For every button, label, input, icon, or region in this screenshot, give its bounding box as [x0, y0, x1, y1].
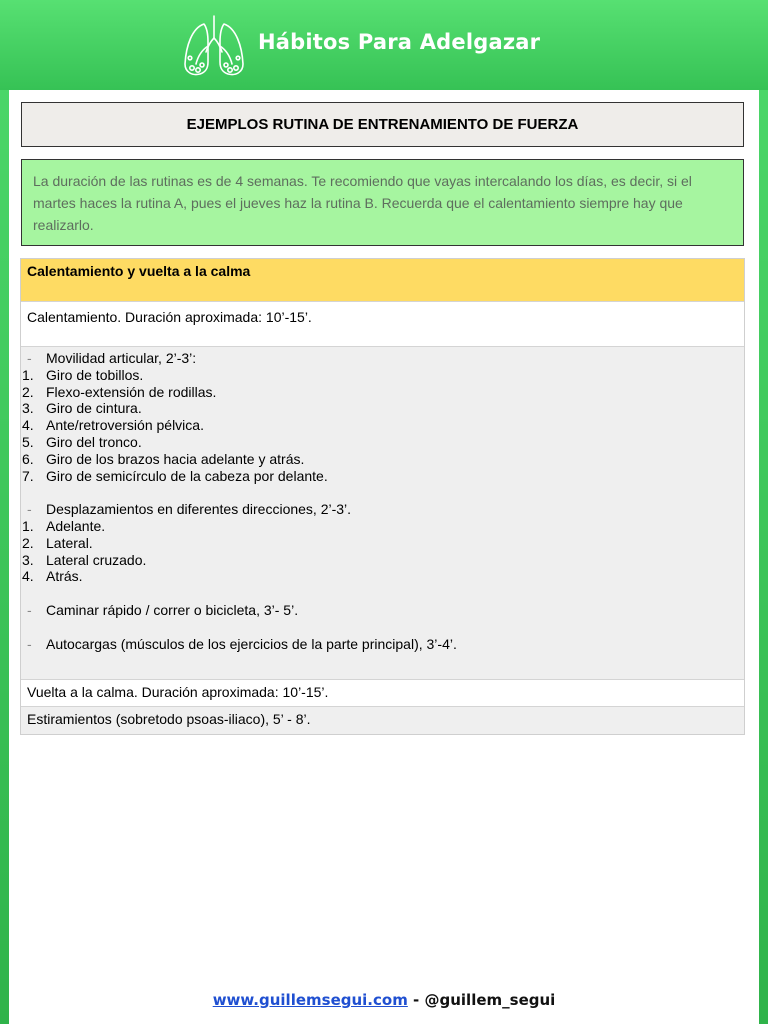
group-heading-text: Desplazamientos en diferentes direcciones, 2’-3’. [46, 501, 352, 518]
right-frame-border [759, 0, 768, 1024]
list-item-text: Adelante. [46, 517, 106, 534]
list-item-number: 4. [22, 417, 34, 434]
list-item-text: Atrás. [46, 568, 83, 585]
list-item-text: Giro de semicírculo de la cabeza por delante. [46, 467, 328, 484]
routine-table [20, 258, 745, 735]
list-item-text: Giro de cintura. [46, 400, 142, 417]
group-heading [27, 636, 738, 653]
left-frame-border [0, 0, 9, 1024]
list-item-number: 2. [22, 383, 34, 400]
group-heading [27, 350, 738, 367]
dash-bullet: - [27, 501, 32, 518]
exercise-groups [22, 350, 738, 652]
exercise-list-cell [21, 347, 744, 680]
group-heading [27, 602, 738, 619]
exercise-group [27, 602, 738, 619]
list-item-text: Flexo-extensión de rodillas. [46, 383, 217, 400]
page-header [0, 0, 768, 90]
list-item-number: 7. [22, 467, 34, 484]
list-item-text: Lateral cruzado. [46, 551, 147, 568]
dash-bullet: - [27, 601, 32, 618]
list-item-text: Lateral. [46, 534, 93, 551]
list-item [21, 568, 738, 585]
warmup-row: Calentamiento. Duración aproximada: 10’-15’. [21, 302, 744, 347]
list-item-number: 1. [22, 517, 34, 534]
list-item-text: Giro del tronco. [46, 433, 142, 450]
list-item [21, 518, 738, 535]
list-item-text: Giro de tobillos. [46, 366, 144, 383]
list-item-number: 4. [22, 568, 34, 585]
list-item-text: Giro de los brazos hacia adelante y atrás. [46, 450, 305, 467]
group-heading-text: Caminar rápido / correr o bicicleta, 3’- 5’. [46, 601, 299, 618]
list-item-text: Ante/retroversión pélvica. [46, 417, 204, 434]
list-item-number: 3. [22, 551, 34, 568]
list-item [21, 384, 738, 401]
group-heading [27, 501, 738, 518]
list-item [21, 535, 738, 552]
list-item [21, 468, 738, 485]
brand-title: Hábitos Para Adelgazar [258, 30, 541, 54]
list-item [21, 552, 738, 569]
list-item [21, 451, 738, 468]
group-heading-text: Autocargas (músculos de los ejercicios de la parte principal), 3’-4’. [46, 635, 457, 652]
dash-bullet: - [27, 350, 32, 366]
page-title: EJEMPLOS RUTINA DE ENTRENAMIENTO DE FUERZA [21, 102, 744, 147]
table-header: Calentamiento y vuelta a la calma [21, 259, 744, 302]
dash-bullet: - [27, 635, 32, 652]
list-item [21, 417, 738, 434]
list-item [21, 400, 738, 417]
list-item-number: 2. [22, 534, 34, 551]
exercise-group [22, 350, 738, 484]
list-item-number: 6. [22, 450, 34, 467]
group-heading-text: Movilidad articular, 2’-3’: [46, 350, 197, 366]
list-item-number: 1. [22, 366, 34, 383]
stretching-row: Estiramientos (sobretodo psoas-iliaco), 5’ - 8’. [21, 707, 744, 734]
footer-separator: - [407, 991, 425, 1009]
page-footer [0, 991, 768, 1009]
list-item [21, 367, 738, 384]
exercise-group [27, 636, 738, 653]
intro-note: La duración de las rutinas es de 4 semanas. Te recomiendo que vayas intercalando los días, es decir, si el martes haces la rutina A, pues el jueves haz la rutina B. Recuerda que el calentamiento siempre hay que realizarlo. [21, 159, 744, 246]
list-item [21, 434, 738, 451]
list-item-number: 5. [22, 433, 34, 450]
social-handle: @guillem_segui [424, 991, 556, 1009]
exercise-group [22, 501, 738, 585]
list-item-number: 3. [22, 400, 34, 417]
lungs-icon [180, 12, 248, 80]
cooldown-row: Vuelta a la calma. Duración aproximada: 10’-15’. [21, 680, 744, 707]
website-link[interactable]: www.guillemsegui.com [212, 991, 408, 1009]
